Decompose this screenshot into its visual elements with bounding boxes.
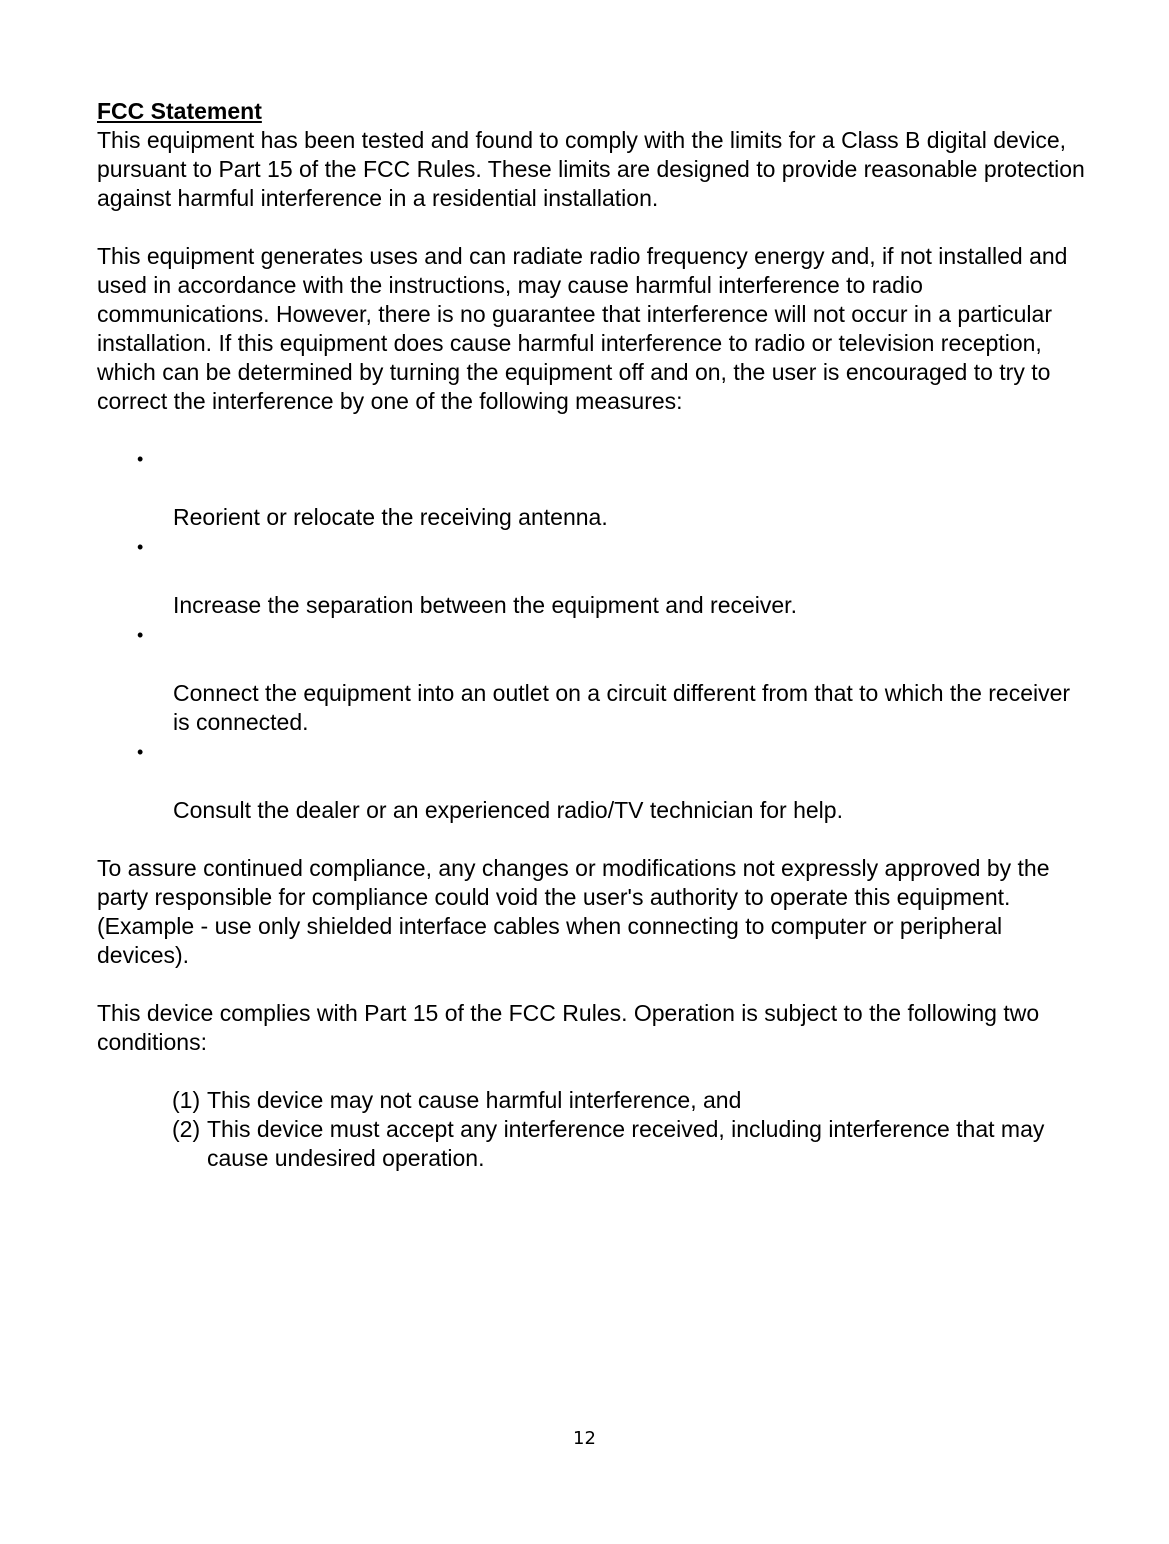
paragraph-part15: This device complies with Part 15 of the FCC Rules. Operation is subject to the following two conditions:	[97, 1000, 1040, 1055]
paragraph-modifications: To assure continued compliance, any changes or modifications not expressly approved by the party responsible for compliance could void the user's authority to operate this equipment. (Example - use only shielded interface cables when connecting to computer or peripheral devices).	[97, 855, 1050, 968]
list-item	[97, 621, 1087, 737]
condition-number: (2)	[172, 1116, 201, 1142]
document-page	[97, 97, 1087, 1173]
list-item-text: Increase the separation between the equipment and receiver.	[173, 592, 797, 618]
section-heading: FCC Statement	[97, 98, 262, 124]
condition-item	[172, 1086, 1087, 1115]
list-item-text: Reorient or relocate the receiving antenna.	[173, 504, 608, 530]
list-item-text: Consult the dealer or an experienced radio/TV technician for help.	[173, 797, 843, 823]
condition-item	[172, 1115, 1087, 1173]
bullet-icon: •	[137, 742, 144, 762]
measures-list	[97, 445, 1087, 825]
bullet-icon: •	[137, 449, 144, 469]
condition-text: This device may not cause harmful interference, and	[207, 1087, 742, 1113]
list-item	[97, 738, 1087, 825]
condition-number: (1)	[172, 1087, 201, 1113]
conditions-list	[97, 1086, 1087, 1173]
list-item	[97, 533, 1087, 620]
bullet-icon: •	[137, 625, 144, 645]
paragraph-interference: This equipment generates uses and can radiate radio frequency energy and, if not installed and used in accordance with the instructions, may cause harmful interference to radio communications. However, there is no guarantee that interference will not occur in a particular installation. If this equipment does cause harmful interference to radio or television reception, which can be determined by turning the equipment off and on, the user is encouraged to try to correct the interference by one of the following measures:	[97, 243, 1068, 414]
list-item	[97, 445, 1087, 532]
paragraph-compliance: This equipment has been tested and found to comply with the limits for a Class B digital device, pursuant to Part 15 of the FCC Rules. These limits are designed to provide reasonable protection against harmful interference in a residential installation.	[97, 127, 1085, 211]
page-number: 12	[573, 1428, 596, 1449]
condition-text: This device must accept any interference received, including interference that may cause undesired operation.	[207, 1116, 1045, 1171]
list-item-text: Connect the equipment into an outlet on a circuit different from that to which the receiver is connected.	[173, 680, 1071, 735]
bullet-icon: •	[137, 537, 144, 557]
